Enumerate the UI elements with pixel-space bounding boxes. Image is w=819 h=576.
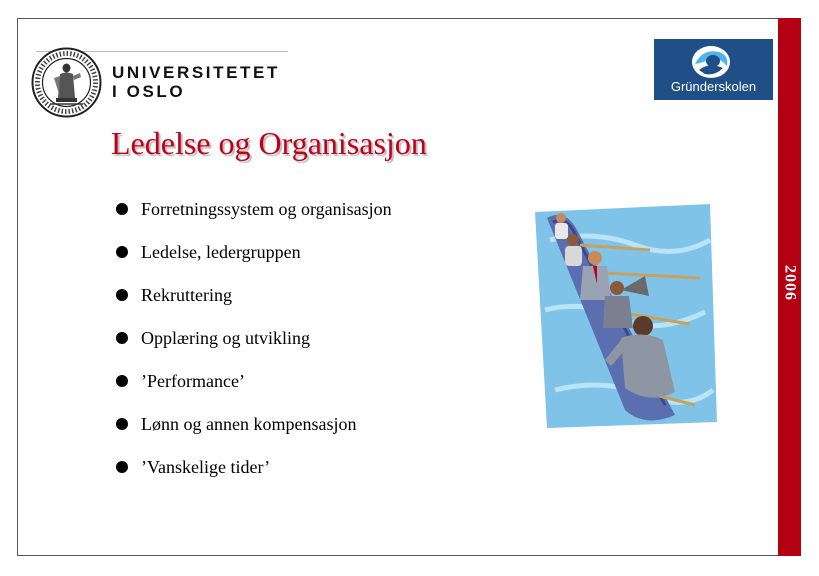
bullet-text: Rekruttering: [141, 285, 232, 305]
bullet-dot-icon: [116, 332, 128, 344]
bullet-item: [116, 196, 392, 239]
bullet-item: [116, 325, 392, 368]
university-name-line1: UNIVERSITETET: [112, 63, 280, 82]
university-name: [112, 63, 280, 101]
bullet-text: ’Performance’: [141, 371, 245, 391]
grunderskolen-logo: [654, 39, 773, 100]
bullet-dot-icon: [116, 246, 128, 258]
bullet-item: [116, 411, 392, 454]
year-label: [778, 248, 801, 318]
bullet-item: [116, 239, 392, 282]
bullet-text: ’Vanskelige tider’: [141, 457, 271, 477]
bullet-text: Forretningssystem og organisasjon: [141, 199, 392, 219]
bullet-list: [116, 196, 392, 497]
rowing-businessmen-clipart: [525, 200, 720, 430]
bullet-dot-icon: [116, 289, 128, 301]
slide-title: Ledelse og Organisasjon: [111, 125, 427, 161]
bullet-dot-icon: [116, 375, 128, 387]
bullet-text: Ledelse, ledergruppen: [141, 242, 301, 262]
grunderskolen-logo-text: Gründerskolen: [670, 79, 757, 94]
university-seal-icon: [30, 46, 103, 119]
bullet-item: [116, 282, 392, 325]
bullet-text: Lønn og annen kompensasjon: [141, 414, 357, 434]
wave-logo-icon: [689, 44, 733, 80]
bullet-dot-icon: [116, 461, 128, 473]
bullet-item: [116, 368, 392, 411]
university-name-line2: I OSLO: [112, 82, 186, 101]
bullet-item: [116, 454, 392, 497]
bullet-text: Opplæring og utvikling: [141, 328, 311, 348]
bullet-dot-icon: [116, 418, 128, 430]
year-text: 2006: [781, 265, 799, 301]
bullet-dot-icon: [116, 203, 128, 215]
